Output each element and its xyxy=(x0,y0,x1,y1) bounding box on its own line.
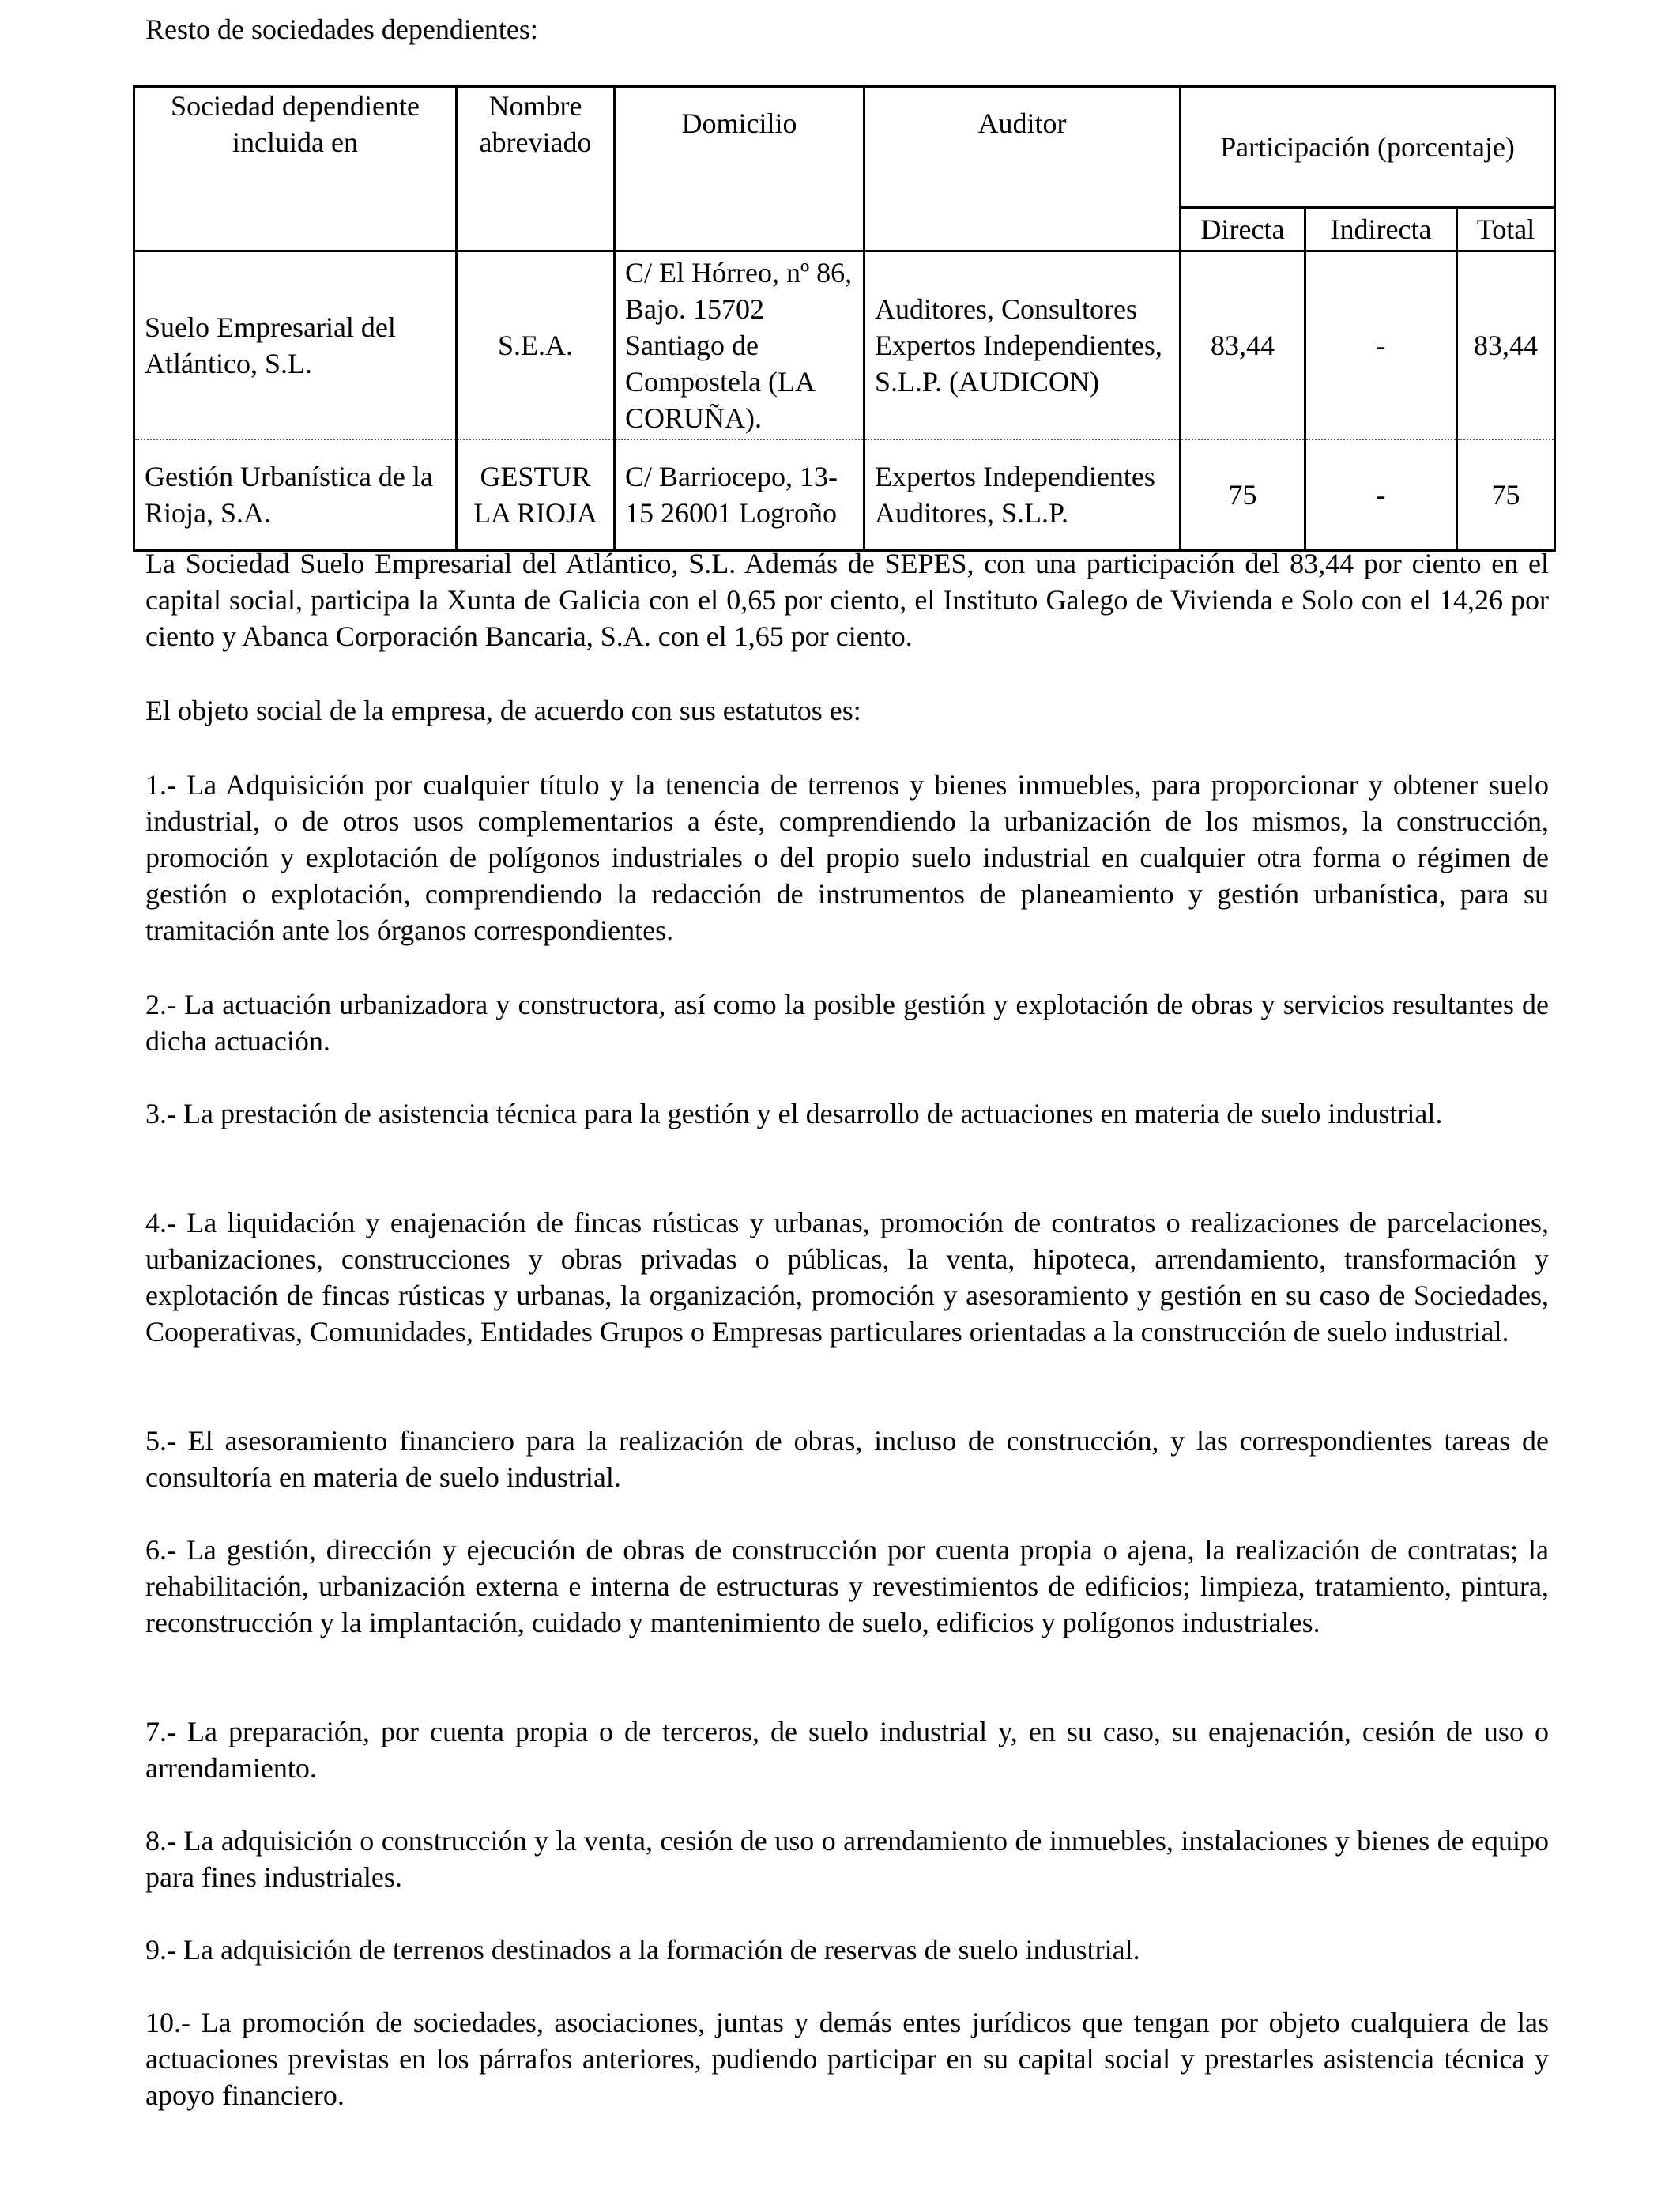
header-indirecta: Indirecta xyxy=(1305,208,1457,251)
header-nombre: Nombre abreviado xyxy=(457,87,615,251)
cell-indirecta: - xyxy=(1305,251,1457,440)
cell-nombre: GESTUR LA RIOJA xyxy=(457,439,615,551)
paragraph-item-5: 5.- El asesoramiento financiero para la realización de obras, incluso de construcción, y las correspondientes tareas de consultoría en materia de suelo industrial. xyxy=(145,1425,1549,1493)
cell-directa: 75 xyxy=(1181,439,1305,551)
paragraph-item-7: 7.- La preparación, por cuenta propia o de terceros, de suelo industrial y, en su caso, su enajenación, cesión de uso o arrendamiento. xyxy=(145,1716,1549,1784)
cell-nombre: S.E.A. xyxy=(457,251,615,440)
paragraph-objeto-intro: El objeto social de la empresa, de acuerdo con sus estatutos es: xyxy=(145,695,861,726)
paragraph-item-1: 1.- La Adquisición por cualquier título y la tenencia de terrenos y bienes inmuebles, para proporcionar y obtener suelo industrial, o de otros usos complementarios a éste, comprendiendo la urbanización de los mismos, la construcción, promoción y explotación de polígonos industriales o del propio suelo industrial en cualquier otra forma o régimen de gestión o explotación, comprendiendo la redacción de instrumentos de planeamiento y gestión urbanística, para su tramitación ante los órganos correspondientes. xyxy=(145,769,1549,946)
header-sociedad: Sociedad dependiente incluida en xyxy=(134,87,457,251)
paragraph-item-10: 10.- La promoción de sociedades, asociaciones, juntas y demás entes jurídicos que tengan por objeto cualquiera de las actuaciones previstas en los párrafos anteriores, pudiendo participar en su capital social y prestarles asistencia técnica y apoyo financiero. xyxy=(145,2007,1549,2111)
header-domicilio: Domicilio xyxy=(615,87,864,251)
header-total: Total xyxy=(1457,208,1555,251)
paragraph-item-8: 8.- La adquisición o construcción y la venta, cesión de uso o arrendamiento de inmuebles, instalaciones y bienes de equipo para fines industriales. xyxy=(145,1825,1549,1893)
paragraph-item-6: 6.- La gestión, dirección y ejecución de obras de construcción por cuenta propia o ajena, la realización de contratas; la rehabilitación, urbanización externa e interna de estructuras y revestimientos de edificios; limpieza, tratamiento, pintura, reconstrucción y la implantación, cuidado y mantenimiento de suelo, edificios y polígonos industriales. xyxy=(145,1534,1549,1638)
cell-domicilio: C/ Barriocepo, 13-15 26001 Logroño xyxy=(615,439,864,551)
paragraph-item-4: 4.- La liquidación y enajenación de fincas rústicas y urbanas, promoción de contratos o realizaciones de parcelaciones, urbanizaciones, construcciones y obras privadas o públicas, la venta, hipoteca, arrendamiento, transformación y explotación de fincas rústicas y urbanas, la organización, promoción y asesoramiento y gestión en su caso de Sociedades, Cooperativas, Comunidades, Entidades Grupos o Empresas particulares orientadas a la construcción de suelo industrial. xyxy=(145,1207,1549,1348)
cell-total: 75 xyxy=(1457,439,1555,551)
cell-directa: 83,44 xyxy=(1181,251,1305,440)
section-heading: Resto de sociedades dependientes: xyxy=(145,13,538,45)
header-auditor: Auditor xyxy=(864,87,1181,251)
cell-sociedad: Gestión Urbanística de la Rioja, S.A. xyxy=(134,439,457,551)
cell-auditor: Expertos Independientes Auditores, S.L.P. xyxy=(864,439,1181,551)
table-row xyxy=(134,439,1555,551)
cell-indirecta: - xyxy=(1305,439,1457,551)
header-directa: Directa xyxy=(1181,208,1305,251)
paragraph-item-2: 2.- La actuación urbanizadora y constructora, así como la posible gestión y explotación de obras y servicios resultantes de dicha actuación. xyxy=(145,989,1549,1057)
cell-sociedad: Suelo Empresarial del Atlántico, S.L. xyxy=(134,251,457,440)
paragraph-ownership: La Sociedad Suelo Empresarial del Atlántico, S.L. Además de SEPES, con una participación del 83,44 por ciento en el capital social, participa la Xunta de Galicia con el 0,65 por ciento, el Instituto Galego de Vivienda e Solo con el 14,26 por ciento y Abanca Corporación Bancaria, S.A. con el 1,65 por ciento. xyxy=(145,548,1549,652)
subsidiaries-table xyxy=(133,85,1556,552)
cell-total: 83,44 xyxy=(1457,251,1555,440)
header-participacion: Participación (porcentaje) xyxy=(1181,87,1555,208)
cell-domicilio: C/ El Hórreo, nº 86, Bajo. 15702 Santiago de Compostela (LA CORUÑA). xyxy=(615,251,864,440)
table-row xyxy=(134,251,1555,440)
paragraph-item-3: 3.- La prestación de asistencia técnica para la gestión y el desarrollo de actuaciones en materia de suelo industrial. xyxy=(145,1098,1443,1129)
paragraph-item-9: 9.- La adquisición de terrenos destinados a la formación de reservas de suelo industrial. xyxy=(145,1934,1140,1966)
cell-auditor: Auditores, Consultores Expertos Independientes, S.L.P. (AUDICON) xyxy=(864,251,1181,440)
